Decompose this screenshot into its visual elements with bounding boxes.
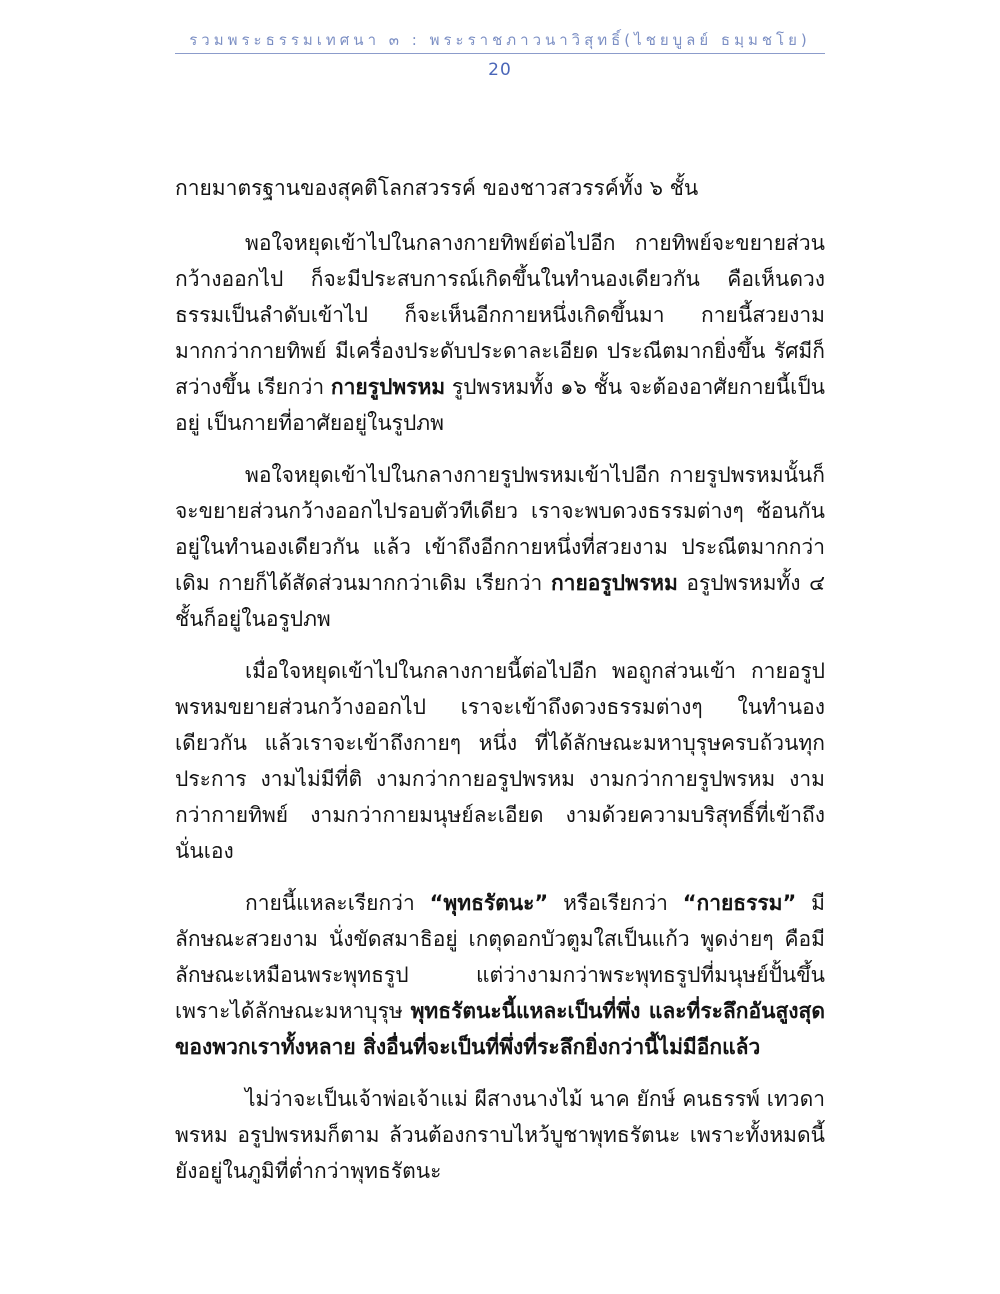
paragraph-4-bold-term-2: “กายธรรม” [682,891,797,915]
paragraph-4-text-c: มีลักษณะสวยงาม นั่งขัดสมาธิอยู่ เกตุดอกบัวตูมใสเป็นแก้ว พูดง่ายๆ คือมีลักษณะเหมือนพระพุทธรูป แต่ว่างามกว่าพระพุทธรูปที่มนุษย์ปั้นขึ้น เพราะได้ลักษณะมหาบุรุษ [175,891,825,1023]
opening-line: กายมาตรฐานของสุคติโลกสวรรค์ ของชาวสวรรค์ทั้ง ๖ ชั้น [175,176,699,200]
paragraph-1-bold-term: กายรูปพรหม [330,375,446,399]
paragraph-4-text-b: หรือเรียกว่า [548,891,683,915]
paragraph-2 [175,457,825,637]
paragraph-4 [175,885,825,1065]
paragraph-5: ไม่ว่าจะเป็นเจ้าพ่อเจ้าแม่ ผีสางนางไม้ นาค ยักษ์ คนธรรพ์ เทวดา พรหม อรูปพรหมก็ตาม ล้วนต้องกราบไหว้บูชาพุทธรัตนะ เพราะทั้งหมดนี้ยังอยู่ในภูมิที่ต่ำกว่าพุทธรัตนะ [175,1087,825,1183]
paragraph-3: เมื่อใจหยุดเข้าไปในกลางกายนี้ต่อไปอีก พอถูกส่วนเข้า กายอรูปพรหมขยายส่วนกว้างออกไป เราจะเข้าถึงดวงธรรมต่างๆ ในทำนองเดียวกัน แล้วเราจะเข้าถึงกายๆ หนึ่ง ที่ได้ลักษณะมหาบุรุษครบถ้วนทุกประการ งามไม่มีที่ติ งามกว่ากายอรูปพรหม งามกว่ากายรูปพรหม งามกว่ากายทิพย์ งามกว่ากายมนุษย์ละเอียด งามด้วยความบริสุทธิ์ที่เข้าถึงนั่นเอง [175,659,825,863]
paragraph-1-text-b: รูปพรหมทั้ง ๑๖ ชั้น จะต้องอาศัยกายนี้เป็นอยู่ เป็นกายที่อาศัยอยู่ในรูปภพ [175,375,826,435]
paragraph-4-bold-term-1: “พุทธรัตนะ” [429,891,549,915]
paragraph-1-text-a: พอใจหยุดเข้าไปในกลางกายทิพย์ต่อไปอีก กายทิพย์จะขยายส่วนกว้างออกไป ก็จะมีประสบการณ์เกิดขึ้นในทำนองเดียวกัน คือเห็นดวงธรรมเป็นลำดับเข้าไป ก็จะเห็นอีกกายหนึ่งเกิดขึ้นมา กายนี้สวยงามมากกว่ากายทิพย์ มีเครื่องประดับประดาละเอียด ประณีตมากยิ่งขึ้น รัศมีก็สว่างขึ้น เรียกว่า [175,231,825,399]
paragraph-4-text-a: กายนี้แหละเรียกว่า [245,891,430,915]
paragraph-2-bold-term: กายอรูปพรหม [550,571,678,595]
running-header: รวมพระธรรมเทศนา ๓ : พระราชภาวนาวิสุทธิ์(ไชยบูลย์ ธมฺมชโย) [189,31,811,49]
page-number: 20 [488,60,512,80]
page-body [175,170,825,1205]
header-rule [175,53,825,54]
paragraph-1 [175,225,825,441]
paragraph-2-text-a: พอใจหยุดเข้าไปในกลางกายรูปพรหมเข้าไปอีก กายรูปพรหมนั้นก็จะขยายส่วนกว้างออกไปรอบตัวทีเดียว เราจะพบดวงธรรมต่างๆ ซ้อนกันอยู่ในทำนองเดียวกัน แล้ว เข้าถึงอีกกายหนึ่งที่สวยงาม ประณีตมากกว่าเดิม กายก็ได้สัดส่วนมากกว่าเดิม เรียกว่า [175,463,825,595]
paragraph-2-text-b: อรูปพรหมทั้ง ๔ ชั้นก็อยู่ในอรูปภพ [175,571,825,631]
paragraph-4-bold-statement: พุทธรัตนะนี้แหละเป็นที่พึ่ง และที่ระลึกอันสูงสุดของพวกเราทั้งหลาย สิ่งอื่นที่จะเป็นที่พึ่งที่ระลึกยิ่งกว่านี้ไม่มีอีกแล้ว [175,999,825,1059]
